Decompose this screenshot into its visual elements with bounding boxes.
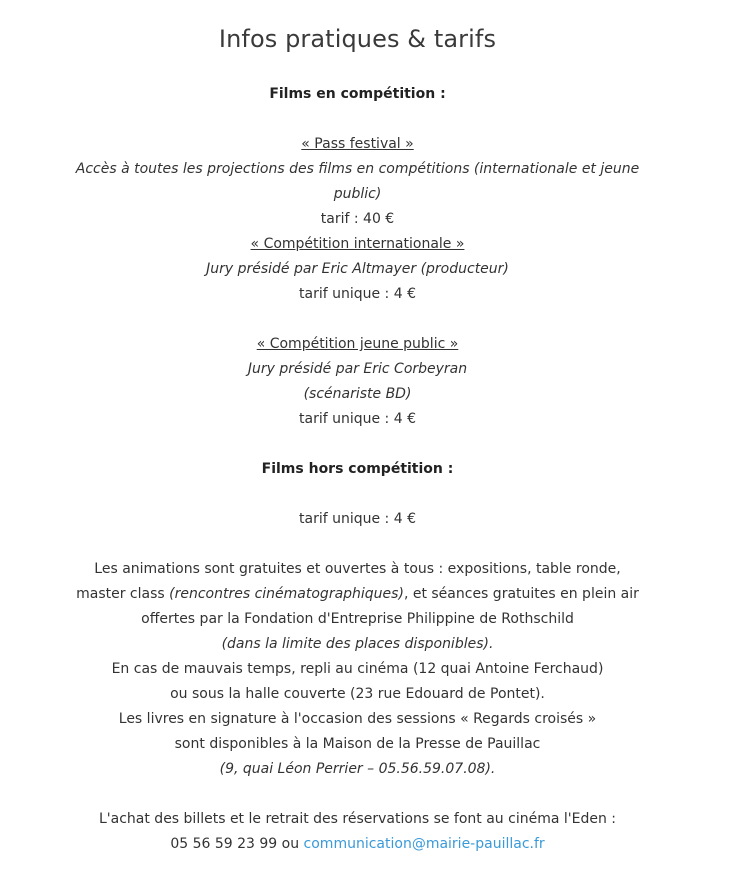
spacer — [0, 107, 715, 132]
spacer — [0, 482, 715, 507]
international-name: « Compétition internationale » — [250, 236, 465, 252]
animations-line9: (9, quai Léon Perrier – 05.56.59.07.08). — [219, 761, 496, 777]
animations-line6: ou sous la halle couverte (23 rue Edouard de Pontet). — [170, 686, 545, 702]
jeune-public-price: tarif unique : 4 € — [299, 411, 416, 427]
jeune-public-name: « Compétition jeune public » — [256, 336, 459, 352]
jeune-public-line — [0, 332, 715, 357]
animations-line8: sont disponibles à la Maison de la Presse de Pauillac — [174, 736, 541, 752]
jeune-public-jury: Jury présidé par Eric Corbeyran — [247, 361, 468, 377]
billets-phone: 05 56 59 23 99 ou — [170, 836, 304, 852]
international-jury: Jury présidé par Eric Altmayer (producteur) — [206, 261, 509, 277]
animations-line3: offertes par la Fondation d'Entreprise Philippine de Rothschild — [141, 611, 574, 627]
animations-line2-start: master class — [76, 586, 170, 602]
pass-festival-line — [0, 132, 715, 157]
pass-price: tarif : 40 € — [320, 211, 395, 227]
animations-line1: Les animations sont gratuites et ouvertes à tous : expositions, table ronde, — [94, 561, 621, 577]
animations-line2 — [0, 582, 715, 607]
pass-desc-line1: Accès à toutes les projections des films en compétitions (internationale et jeune — [75, 161, 640, 177]
page-title: Infos pratiques & tarifs — [218, 25, 497, 53]
jeune-public-jury-role: (scénariste BD) — [303, 386, 412, 402]
hors-competition-price: tarif unique : 4 € — [299, 511, 416, 527]
spacer — [0, 532, 715, 557]
animations-line2-end: , et séances gratuites en plein air — [403, 586, 639, 602]
content — [0, 82, 715, 857]
spacer — [0, 307, 715, 332]
animations-line7: Les livres en signature à l'occasion des sessions « Regards croisés » — [118, 711, 597, 727]
animations-line4: (dans la limite des places disponibles). — [221, 636, 494, 652]
pass-desc-line2: public) — [333, 186, 382, 202]
billets-line1: L'achat des billets et le retrait des réservations se font au cinéma l'Eden : — [98, 811, 616, 827]
international-line — [0, 232, 715, 257]
billets-contact-line — [0, 832, 715, 857]
pass-festival-name: « Pass festival » — [301, 136, 414, 152]
email-link[interactable]: communication@mairie-pauillac.fr — [303, 836, 545, 852]
spacer — [0, 432, 715, 457]
competition-heading: Films en compétition : — [269, 86, 446, 102]
animations-line5: En cas de mauvais temps, repli au cinéma (12 quai Antoine Ferchaud) — [111, 661, 604, 677]
animations-line2-italic: (rencontres cinématographiques) — [169, 586, 404, 602]
international-price: tarif unique : 4 € — [299, 286, 416, 302]
hors-competition-heading: Films hors compétition : — [261, 461, 454, 477]
spacer — [0, 782, 715, 807]
